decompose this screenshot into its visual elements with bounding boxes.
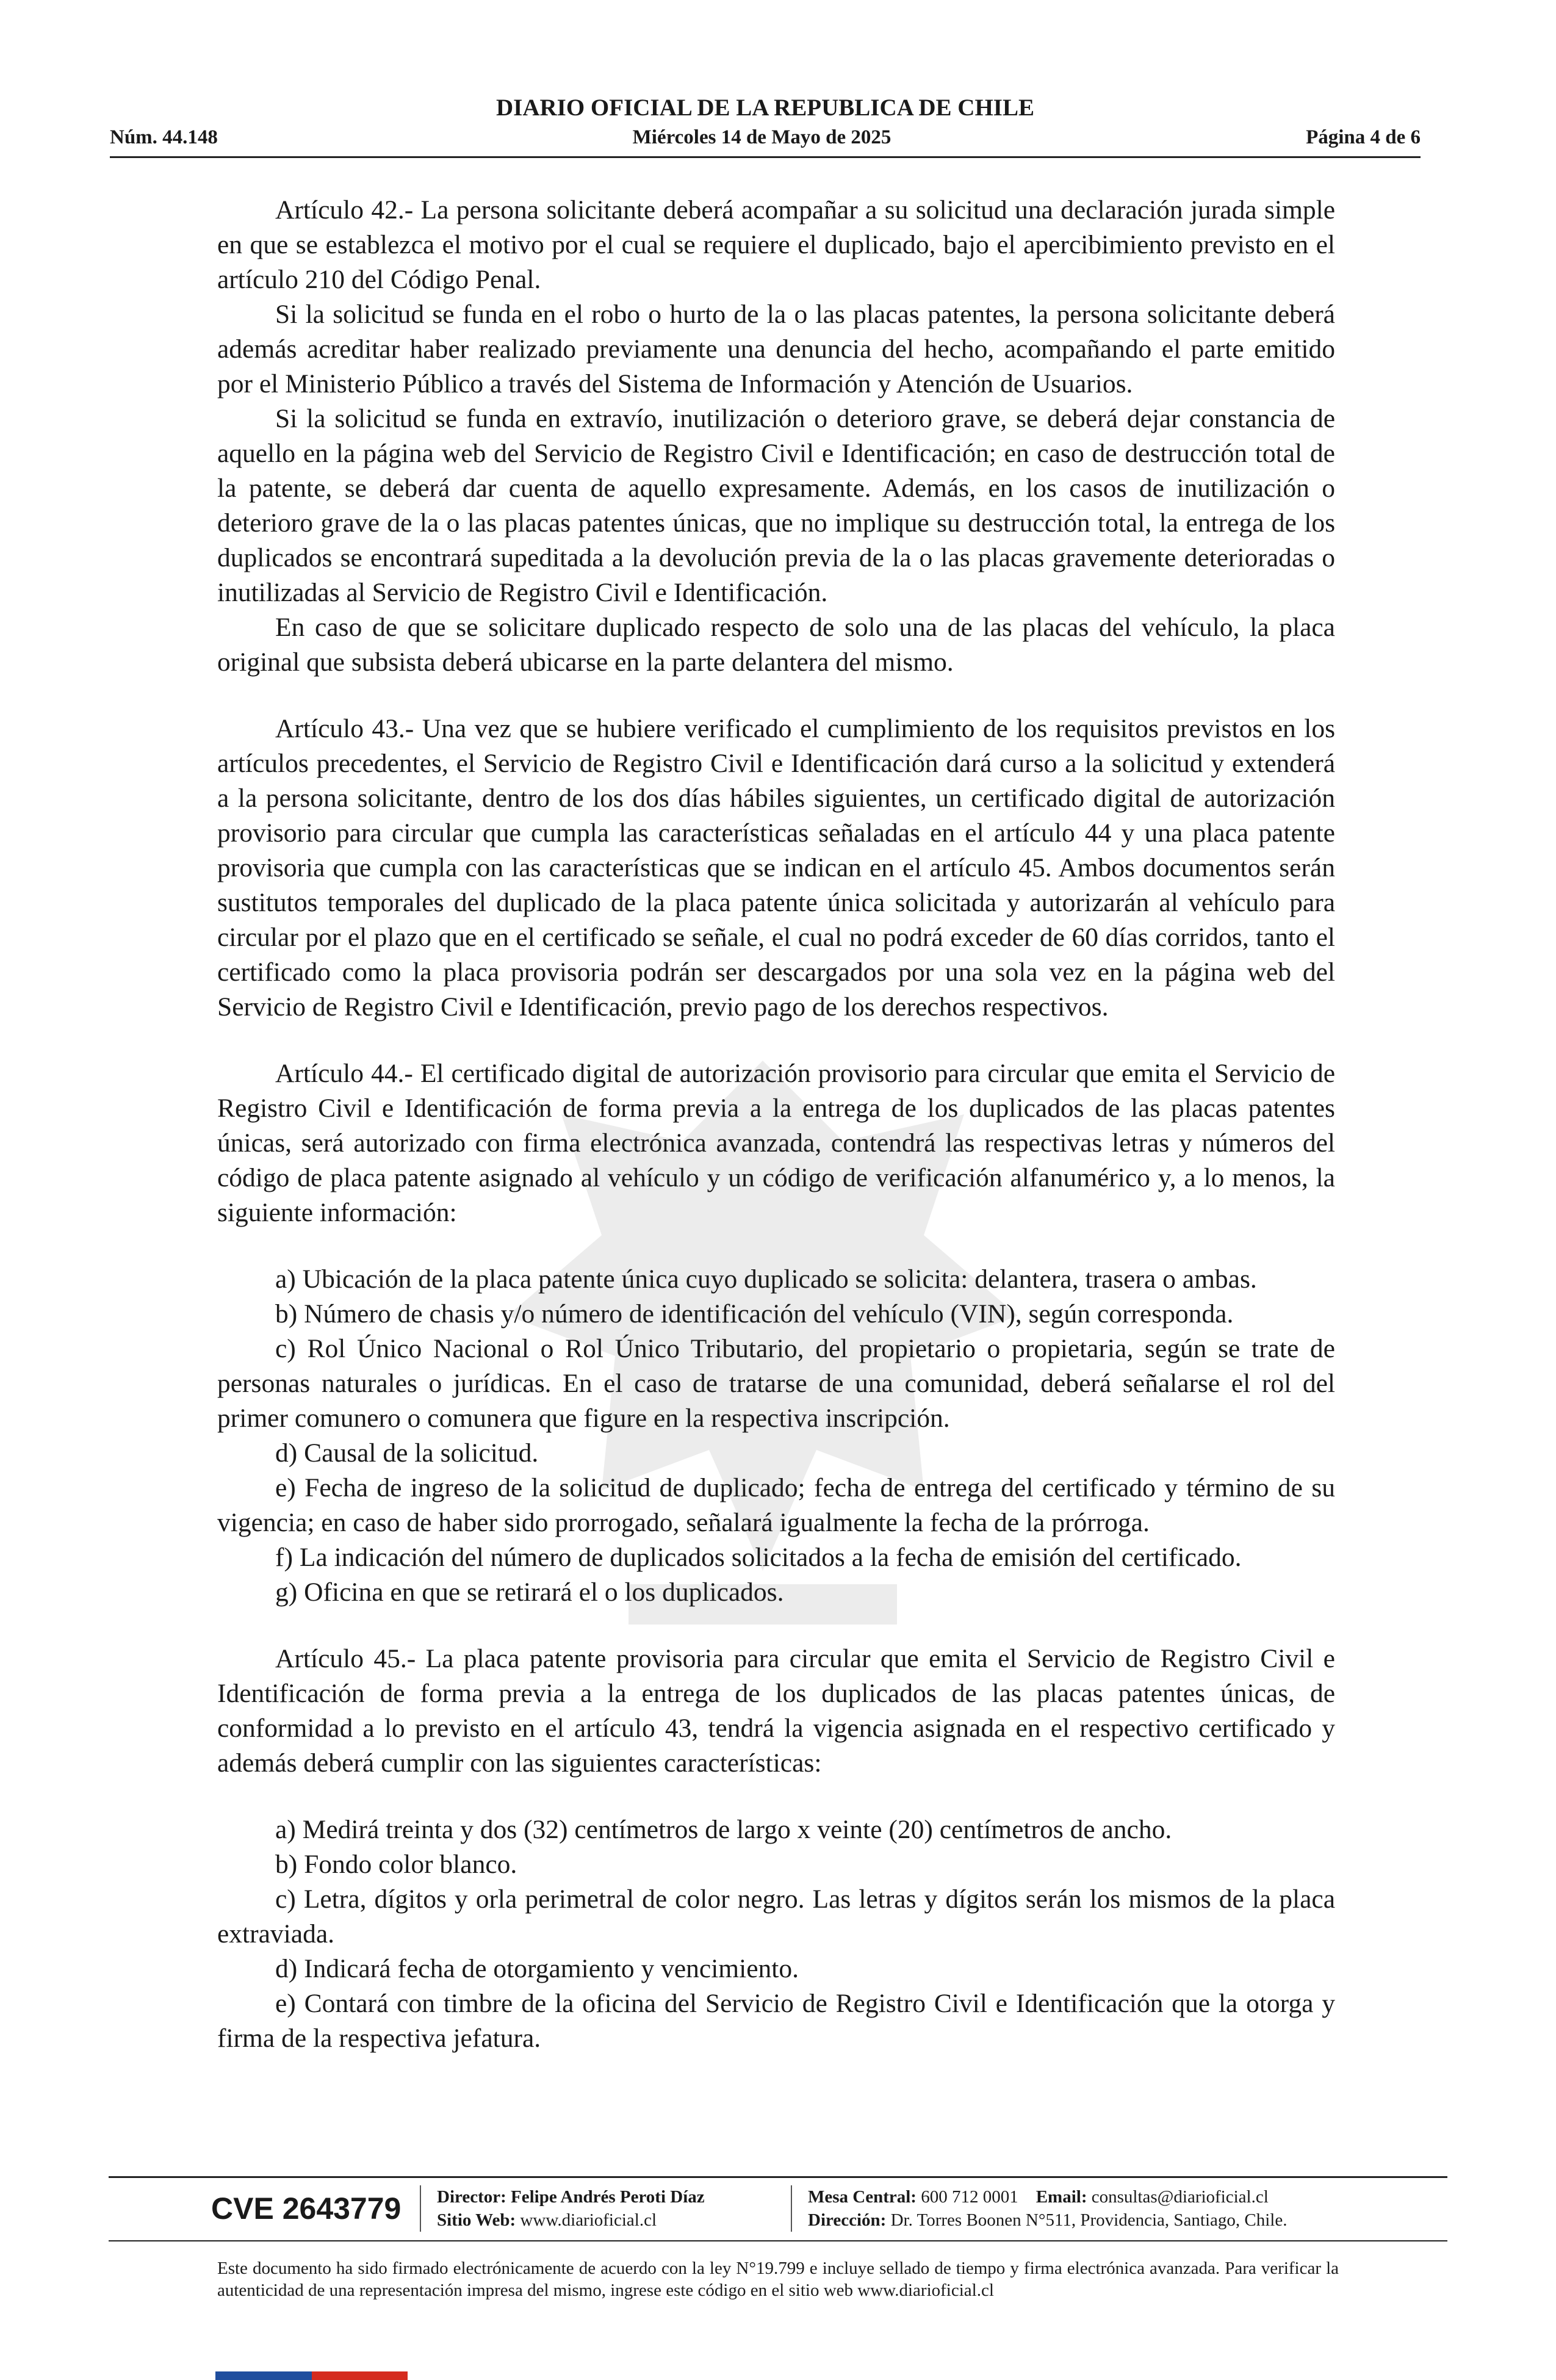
- email-link[interactable]: consultas@diarioficial.cl: [1091, 2187, 1269, 2207]
- address-text: Dr. Torres Boonen N°511, Providencia, Santiago, Chile.: [890, 2210, 1288, 2230]
- paragraph-spacer: [217, 680, 1335, 712]
- header-rule: [110, 156, 1421, 158]
- paragraph-spacer: [217, 1230, 1335, 1262]
- body-paragraph: f) La indicación del número de duplicados solicitados a la fecha de emisión del certificado.: [275, 1543, 1242, 1572]
- paragraph-spacer: [217, 1610, 1335, 1642]
- flag-blue-segment: [215, 2371, 312, 2380]
- website-link[interactable]: www.diarioficial.cl: [520, 2210, 657, 2230]
- body-paragraph: En caso de que se solicitare duplicado respecto de solo una de las placas del vehículo, la placa original que subsista deberá ubicarse en la parte delantera del mismo.: [217, 613, 1335, 677]
- flag-color-bar: [215, 2371, 408, 2380]
- director-block: [437, 2185, 791, 2232]
- page-footer: [109, 2176, 1447, 2301]
- body-paragraph: b) Número de chasis y/o número de identificación del vehículo (VIN), según corresponda.: [275, 1299, 1234, 1329]
- body-paragraph: c) Rol Único Nacional o Rol Único Tributario, del propietario o propietaria, según se trate de personas naturales o jurídicas. En el caso de tratarse de una comunidad, deberá señalarse el rol del primer comunero o comunera que figure en la respectiva inscripción.: [217, 1334, 1335, 1433]
- body-paragraph: d) Causal de la solicitud.: [275, 1438, 539, 1468]
- website-label: Sitio Web:: [437, 2210, 516, 2230]
- address-label: Dirección:: [808, 2210, 887, 2230]
- issue-number: Núm. 44.148: [110, 126, 218, 148]
- paragraph-spacer: [217, 1781, 1335, 1812]
- body-paragraph: a) Medirá treinta y dos (32) centímetros de largo x veinte (20) centímetros de ancho.: [275, 1815, 1172, 1844]
- legal-notice: Este documento ha sido firmado electrónicamente de acuerdo con la ley N°19.799 e incluye sellado de tiempo y firma electrónica avanzada. Para verificar la autenticidad de una representación impresa del mismo, ingrese este código en el sitio web www.diarioficial.cl: [217, 2259, 1339, 2300]
- document-body: [217, 193, 1335, 2056]
- contact-block: [808, 2185, 1287, 2232]
- body-paragraph: Si la solicitud se funda en el robo o hurto de la o las placas patentes, la persona solicitante deberá además acreditar haber realizado previamente una denuncia del hecho, acompañando el parte emitido por el Ministerio Público a través del Sistema de Información y Atención de Usuarios.: [217, 300, 1335, 398]
- body-paragraph: g) Oficina en que se retirará el o los duplicados.: [275, 1578, 784, 1607]
- body-paragraph: b) Fondo color blanco.: [275, 1850, 517, 1879]
- body-paragraph: Si la solicitud se funda en extravío, inutilización o deterioro grave, se deberá dejar constancia de aquello en la página web del Servicio de Registro Civil e Identificación; en caso de destrucción total de la patente, se deberá dar cuenta de aquello expresamente. Además, en los casos de inutilización o deterioro grave de la o las placas patentes únicas, que no implique su destrucción total, la entrega de los duplicados se encontrará supeditada a la devolución previa de la o las placas gravemente deterioradas o inutilizadas al Servicio de Registro Civil e Identificación.: [217, 404, 1335, 607]
- newspaper-title: DIARIO OFICIAL DE LA REPUBLICA DE CHILE: [495, 95, 1034, 121]
- footer-divider: [791, 2185, 792, 2232]
- paragraph-spacer: [217, 1025, 1335, 1056]
- cve-code: CVE 2643779: [211, 2191, 402, 2226]
- footer-divider: [420, 2185, 421, 2232]
- issue-date: Miércoles 14 de Mayo de 2025: [632, 126, 891, 148]
- body-paragraph: Artículo 43.- Una vez que se hubiere verificado el cumplimiento de los requisitos previstos en los artículos precedentes, el Servicio de Registro Civil e Identificación dará curso a la solicitud y extenderá a la persona solicitante, dentro de los dos días hábiles siguientes, un certificado digital de autorización provisorio para circular que cumpla las características señaladas en el artículo 44 y una placa patente provisoria que cumpla con las características que se indican en el artículo 45. Ambos documentos serán sustitutos temporales del duplicado de la placa patente única solicitada y autorizarán al vehículo para circular por el plazo que en el certificado se señale, el cual no podrá exceder de 60 días corridos, tanto el certificado como la placa provisoria podrán ser descargados por una sola vez en la página web del Servicio de Registro Civil e Identificación, previo pago de los derechos respectivos.: [217, 714, 1335, 1022]
- page-header: [110, 93, 1421, 158]
- body-paragraph: e) Contará con timbre de la oficina del Servicio de Registro Civil e Identificación que la otorga y firma de la respectiva jefatura.: [217, 1989, 1335, 2053]
- body-paragraph: Artículo 45.- La placa patente provisoria para circular que emita el Servicio de Registro Civil e Identificación de forma previa a la entrega de los duplicados de las placas patentes únicas, de conformidad a lo previsto en el artículo 43, tendrá la vigencia asignada en el respectivo certificado y además deberá cumplir con las siguientes características:: [217, 1644, 1335, 1778]
- body-paragraph: e) Fecha de ingreso de la solicitud de duplicado; fecha de entrega del certificado y término de su vigencia; en caso de haber sido prorrogado, señalará igualmente la fecha de la prórroga.: [217, 1473, 1335, 1537]
- director-label: Director:: [437, 2187, 506, 2207]
- body-paragraph: Artículo 44.- El certificado digital de autorización provisorio para circular que emita el Servicio de Registro Civil e Identificación de forma previa a la entrega de los duplicados de las placas patentes únicas, será autorizado con firma electrónica avanzada, contendrá las respectivas letras y números del código de placa patente asignado al vehículo y un código de verificación alfanumérico y, a lo menos, la siguiente información:: [217, 1059, 1335, 1227]
- flag-red-segment: [312, 2371, 408, 2380]
- email-label: Email:: [1036, 2187, 1087, 2207]
- body-paragraph: d) Indicará fecha de otorgamiento y vencimiento.: [275, 1954, 799, 1983]
- director-name: Felipe Andrés Peroti Díaz: [511, 2187, 705, 2207]
- body-paragraph: Artículo 42.- La persona solicitante deberá acompañar a su solicitud una declaración jurada simple en que se establezca el motivo por el cual se requiere el duplicado, bajo el apercibimiento previsto en el artículo 210 del Código Penal.: [217, 195, 1335, 294]
- phone-label: Mesa Central:: [808, 2187, 917, 2207]
- body-paragraph: c) Letra, dígitos y orla perimetral de color negro. Las letras y dígitos serán los mismos de la placa extraviada.: [217, 1884, 1335, 1949]
- page-number: Página 4 de 6: [1306, 126, 1421, 148]
- phone-number: 600 712 0001: [921, 2187, 1018, 2207]
- body-paragraph: a) Ubicación de la placa patente única cuyo duplicado se solicita: delantera, trasera o ambas.: [275, 1264, 1257, 1294]
